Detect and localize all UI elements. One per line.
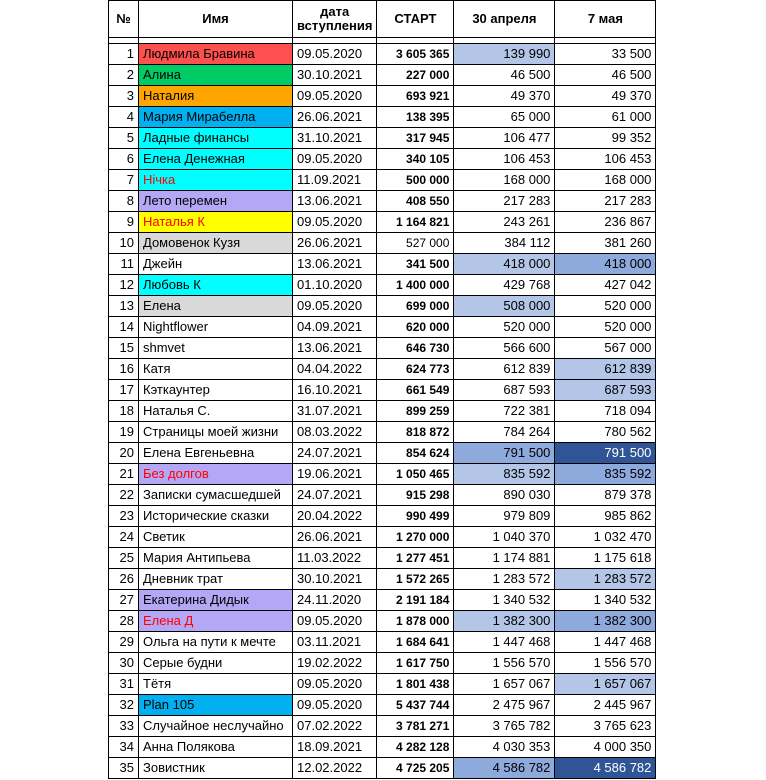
row-start-value: 1 878 000 xyxy=(377,611,454,632)
row-number: 1 xyxy=(109,44,139,65)
row-may7-value: 791 500 xyxy=(555,443,656,464)
row-join-date: 13.06.2021 xyxy=(293,191,377,212)
row-apr30-value: 1 657 067 xyxy=(454,674,555,695)
row-may7-value: 4 586 782 xyxy=(555,758,656,779)
table-row xyxy=(109,590,656,611)
row-join-date: 30.10.2021 xyxy=(293,569,377,590)
row-number: 2 xyxy=(109,65,139,86)
row-name: Елена xyxy=(139,296,293,317)
row-start-value: 1 164 821 xyxy=(377,212,454,233)
row-name: Наталия xyxy=(139,86,293,107)
row-join-date: 08.03.2022 xyxy=(293,422,377,443)
row-apr30-value: 429 768 xyxy=(454,275,555,296)
row-may7-value: 168 000 xyxy=(555,170,656,191)
row-may7-value: 718 094 xyxy=(555,401,656,422)
row-name: Анна Полякова xyxy=(139,737,293,758)
row-join-date: 20.04.2022 xyxy=(293,506,377,527)
row-join-date: 04.04.2022 xyxy=(293,359,377,380)
row-apr30-value: 2 475 967 xyxy=(454,695,555,716)
row-join-date: 31.07.2021 xyxy=(293,401,377,422)
row-number: 34 xyxy=(109,737,139,758)
table-row xyxy=(109,149,656,170)
row-apr30-value: 4 030 353 xyxy=(454,737,555,758)
row-apr30-value: 46 500 xyxy=(454,65,555,86)
row-join-date: 18.09.2021 xyxy=(293,737,377,758)
row-may7-value: 780 562 xyxy=(555,422,656,443)
row-number: 16 xyxy=(109,359,139,380)
row-name: Домовенок Кузя xyxy=(139,233,293,254)
row-join-date: 24.07.2021 xyxy=(293,485,377,506)
table-row xyxy=(109,317,656,338)
row-may7-value: 106 453 xyxy=(555,149,656,170)
row-join-date: 19.06.2021 xyxy=(293,464,377,485)
row-start-value: 2 191 184 xyxy=(377,590,454,611)
row-start-value: 1 277 451 xyxy=(377,548,454,569)
row-may7-value: 418 000 xyxy=(555,254,656,275)
row-start-value: 699 000 xyxy=(377,296,454,317)
row-apr30-value: 168 000 xyxy=(454,170,555,191)
table-body xyxy=(109,44,656,779)
row-apr30-value: 784 264 xyxy=(454,422,555,443)
row-name: Лето перемен xyxy=(139,191,293,212)
row-may7-value: 1 657 067 xyxy=(555,674,656,695)
row-name: Елена Д xyxy=(139,611,293,632)
row-apr30-value: 1 447 468 xyxy=(454,632,555,653)
row-may7-value: 687 593 xyxy=(555,380,656,401)
table-row xyxy=(109,737,656,758)
row-number: 11 xyxy=(109,254,139,275)
row-name: Случайное неслучайно xyxy=(139,716,293,737)
row-may7-value: 835 592 xyxy=(555,464,656,485)
row-may7-value: 3 765 623 xyxy=(555,716,656,737)
row-start-value: 4 725 205 xyxy=(377,758,454,779)
row-number: 8 xyxy=(109,191,139,212)
row-start-value: 646 730 xyxy=(377,338,454,359)
row-start-value: 624 773 xyxy=(377,359,454,380)
header-row xyxy=(109,1,656,38)
row-start-value: 317 945 xyxy=(377,128,454,149)
row-name: Людмила Бравина xyxy=(139,44,293,65)
table-row xyxy=(109,758,656,779)
row-may7-value: 1 447 468 xyxy=(555,632,656,653)
row-start-value: 1 617 750 xyxy=(377,653,454,674)
row-apr30-value: 1 174 881 xyxy=(454,548,555,569)
row-apr30-value: 1 556 570 xyxy=(454,653,555,674)
row-may7-value: 33 500 xyxy=(555,44,656,65)
row-may7-value: 381 260 xyxy=(555,233,656,254)
row-name: Джейн xyxy=(139,254,293,275)
table-row xyxy=(109,128,656,149)
row-may7-value: 217 283 xyxy=(555,191,656,212)
row-name: Зовистник xyxy=(139,758,293,779)
row-apr30-value: 890 030 xyxy=(454,485,555,506)
row-apr30-value: 384 112 xyxy=(454,233,555,254)
row-number: 21 xyxy=(109,464,139,485)
row-name: Кэткаунтер xyxy=(139,380,293,401)
row-start-value: 341 500 xyxy=(377,254,454,275)
row-may7-value: 879 378 xyxy=(555,485,656,506)
row-apr30-value: 3 765 782 xyxy=(454,716,555,737)
row-number: 30 xyxy=(109,653,139,674)
row-number: 32 xyxy=(109,695,139,716)
table-row xyxy=(109,44,656,65)
header-date: дата вступления xyxy=(293,1,377,38)
table-row xyxy=(109,632,656,653)
row-join-date: 16.10.2021 xyxy=(293,380,377,401)
row-apr30-value: 979 809 xyxy=(454,506,555,527)
row-apr30-value: 418 000 xyxy=(454,254,555,275)
row-join-date: 31.10.2021 xyxy=(293,128,377,149)
row-may7-value: 1 283 572 xyxy=(555,569,656,590)
row-start-value: 3 605 365 xyxy=(377,44,454,65)
row-number: 20 xyxy=(109,443,139,464)
table-row xyxy=(109,506,656,527)
row-may7-value: 4 000 350 xyxy=(555,737,656,758)
row-name: Наталья К xyxy=(139,212,293,233)
table-row xyxy=(109,191,656,212)
table-row xyxy=(109,422,656,443)
row-join-date: 09.05.2020 xyxy=(293,695,377,716)
row-join-date: 09.05.2020 xyxy=(293,674,377,695)
row-name: Ольга на пути к мечте xyxy=(139,632,293,653)
row-apr30-value: 243 261 xyxy=(454,212,555,233)
row-name: Елена Евгеньевна xyxy=(139,443,293,464)
row-join-date: 07.02.2022 xyxy=(293,716,377,737)
row-name: Елена Денежная xyxy=(139,149,293,170)
row-number: 28 xyxy=(109,611,139,632)
row-join-date: 13.06.2021 xyxy=(293,254,377,275)
row-apr30-value: 106 477 xyxy=(454,128,555,149)
row-apr30-value: 1 283 572 xyxy=(454,569,555,590)
table-row xyxy=(109,275,656,296)
row-may7-value: 46 500 xyxy=(555,65,656,86)
row-start-value: 5 437 744 xyxy=(377,695,454,716)
row-number: 9 xyxy=(109,212,139,233)
row-name: Без долгов xyxy=(139,464,293,485)
row-name: Мария Антипьева xyxy=(139,548,293,569)
row-join-date: 11.09.2021 xyxy=(293,170,377,191)
row-start-value: 138 395 xyxy=(377,107,454,128)
row-apr30-value: 1 382 300 xyxy=(454,611,555,632)
row-join-date: 13.06.2021 xyxy=(293,338,377,359)
row-may7-value: 520 000 xyxy=(555,317,656,338)
table-row xyxy=(109,653,656,674)
row-number: 14 xyxy=(109,317,139,338)
row-join-date: 24.07.2021 xyxy=(293,443,377,464)
row-join-date: 19.02.2022 xyxy=(293,653,377,674)
row-number: 27 xyxy=(109,590,139,611)
row-start-value: 661 549 xyxy=(377,380,454,401)
row-join-date: 03.11.2021 xyxy=(293,632,377,653)
row-number: 10 xyxy=(109,233,139,254)
table-row xyxy=(109,65,656,86)
table-row xyxy=(109,107,656,128)
row-name: Тётя xyxy=(139,674,293,695)
header-start: СТАРТ xyxy=(377,1,454,38)
row-name: Алина xyxy=(139,65,293,86)
table-row xyxy=(109,569,656,590)
row-name: Любовь К xyxy=(139,275,293,296)
row-apr30-value: 139 990 xyxy=(454,44,555,65)
table-row xyxy=(109,464,656,485)
table-row xyxy=(109,716,656,737)
row-apr30-value: 49 370 xyxy=(454,86,555,107)
row-join-date: 11.03.2022 xyxy=(293,548,377,569)
row-start-value: 1 050 465 xyxy=(377,464,454,485)
table-row xyxy=(109,86,656,107)
row-number: 3 xyxy=(109,86,139,107)
row-name: Записки сумасшедшей xyxy=(139,485,293,506)
row-may7-value: 520 000 xyxy=(555,296,656,317)
row-join-date: 09.05.2020 xyxy=(293,611,377,632)
row-number: 12 xyxy=(109,275,139,296)
row-apr30-value: 65 000 xyxy=(454,107,555,128)
row-apr30-value: 722 381 xyxy=(454,401,555,422)
row-number: 13 xyxy=(109,296,139,317)
row-join-date: 09.05.2020 xyxy=(293,296,377,317)
table-row xyxy=(109,527,656,548)
row-join-date: 04.09.2021 xyxy=(293,317,377,338)
row-name: Ладные финансы xyxy=(139,128,293,149)
row-may7-value: 1 175 618 xyxy=(555,548,656,569)
row-number: 23 xyxy=(109,506,139,527)
row-join-date: 30.10.2021 xyxy=(293,65,377,86)
row-start-value: 818 872 xyxy=(377,422,454,443)
row-apr30-value: 4 586 782 xyxy=(454,758,555,779)
row-join-date: 09.05.2020 xyxy=(293,149,377,170)
row-apr30-value: 835 592 xyxy=(454,464,555,485)
row-start-value: 915 298 xyxy=(377,485,454,506)
row-start-value: 1 684 641 xyxy=(377,632,454,653)
header-apr30: 30 апреля xyxy=(454,1,555,38)
row-number: 17 xyxy=(109,380,139,401)
row-number: 18 xyxy=(109,401,139,422)
row-name: Серые будни xyxy=(139,653,293,674)
row-start-value: 1 400 000 xyxy=(377,275,454,296)
row-name: Nightflower xyxy=(139,317,293,338)
row-start-value: 1 270 000 xyxy=(377,527,454,548)
row-number: 6 xyxy=(109,149,139,170)
header-may7: 7 мая xyxy=(555,1,656,38)
row-number: 19 xyxy=(109,422,139,443)
row-name: Мария Мирабелла xyxy=(139,107,293,128)
row-number: 4 xyxy=(109,107,139,128)
row-join-date: 09.05.2020 xyxy=(293,44,377,65)
table-row xyxy=(109,359,656,380)
row-join-date: 12.02.2022 xyxy=(293,758,377,779)
row-name: Наталья С. xyxy=(139,401,293,422)
row-start-value: 4 282 128 xyxy=(377,737,454,758)
row-apr30-value: 217 283 xyxy=(454,191,555,212)
row-may7-value: 1 340 532 xyxy=(555,590,656,611)
row-start-value: 227 000 xyxy=(377,65,454,86)
table-row xyxy=(109,695,656,716)
row-may7-value: 612 839 xyxy=(555,359,656,380)
row-start-value: 408 550 xyxy=(377,191,454,212)
row-start-value: 500 000 xyxy=(377,170,454,191)
row-apr30-value: 520 000 xyxy=(454,317,555,338)
row-join-date: 26.06.2021 xyxy=(293,107,377,128)
table-row xyxy=(109,401,656,422)
row-number: 25 xyxy=(109,548,139,569)
row-apr30-value: 612 839 xyxy=(454,359,555,380)
row-number: 29 xyxy=(109,632,139,653)
row-start-value: 620 000 xyxy=(377,317,454,338)
row-join-date: 26.06.2021 xyxy=(293,233,377,254)
row-start-value: 527 000 xyxy=(377,233,454,254)
row-apr30-value: 791 500 xyxy=(454,443,555,464)
row-number: 31 xyxy=(109,674,139,695)
row-may7-value: 985 862 xyxy=(555,506,656,527)
row-name: Дневник трат xyxy=(139,569,293,590)
row-start-value: 693 921 xyxy=(377,86,454,107)
row-may7-value: 1 032 470 xyxy=(555,527,656,548)
header-name: Имя xyxy=(139,1,293,38)
row-join-date: 24.11.2020 xyxy=(293,590,377,611)
row-number: 5 xyxy=(109,128,139,149)
row-number: 33 xyxy=(109,716,139,737)
row-may7-value: 99 352 xyxy=(555,128,656,149)
header-num: № xyxy=(109,1,139,38)
row-start-value: 899 259 xyxy=(377,401,454,422)
row-join-date: 09.05.2020 xyxy=(293,86,377,107)
row-name: Катя xyxy=(139,359,293,380)
table-row xyxy=(109,212,656,233)
row-may7-value: 567 000 xyxy=(555,338,656,359)
row-join-date: 01.10.2020 xyxy=(293,275,377,296)
row-name: Екатерина Дидык xyxy=(139,590,293,611)
row-number: 22 xyxy=(109,485,139,506)
row-start-value: 1 801 438 xyxy=(377,674,454,695)
table-row xyxy=(109,485,656,506)
row-apr30-value: 508 000 xyxy=(454,296,555,317)
table-row xyxy=(109,233,656,254)
row-may7-value: 236 867 xyxy=(555,212,656,233)
row-name: Plan 105 xyxy=(139,695,293,716)
row-number: 35 xyxy=(109,758,139,779)
row-start-value: 340 105 xyxy=(377,149,454,170)
row-may7-value: 427 042 xyxy=(555,275,656,296)
row-name: shmvet xyxy=(139,338,293,359)
row-name: Нічка xyxy=(139,170,293,191)
table-row xyxy=(109,170,656,191)
row-number: 26 xyxy=(109,569,139,590)
row-may7-value: 1 382 300 xyxy=(555,611,656,632)
row-join-date: 09.05.2020 xyxy=(293,212,377,233)
table-row xyxy=(109,296,656,317)
row-number: 7 xyxy=(109,170,139,191)
table-row xyxy=(109,380,656,401)
table-row xyxy=(109,254,656,275)
row-start-value: 990 499 xyxy=(377,506,454,527)
row-may7-value: 49 370 xyxy=(555,86,656,107)
table-row xyxy=(109,674,656,695)
table-row xyxy=(109,548,656,569)
row-number: 24 xyxy=(109,527,139,548)
row-name: Страницы моей жизни xyxy=(139,422,293,443)
table-row xyxy=(109,611,656,632)
row-start-value: 854 624 xyxy=(377,443,454,464)
row-apr30-value: 566 600 xyxy=(454,338,555,359)
row-start-value: 1 572 265 xyxy=(377,569,454,590)
row-may7-value: 1 556 570 xyxy=(555,653,656,674)
row-apr30-value: 1 340 532 xyxy=(454,590,555,611)
row-number: 15 xyxy=(109,338,139,359)
row-may7-value: 2 445 967 xyxy=(555,695,656,716)
row-may7-value: 61 000 xyxy=(555,107,656,128)
row-apr30-value: 106 453 xyxy=(454,149,555,170)
row-apr30-value: 687 593 xyxy=(454,380,555,401)
row-name: Исторические сказки xyxy=(139,506,293,527)
table-row xyxy=(109,338,656,359)
row-apr30-value: 1 040 370 xyxy=(454,527,555,548)
row-join-date: 26.06.2021 xyxy=(293,527,377,548)
results-table xyxy=(108,0,656,779)
row-start-value: 3 781 271 xyxy=(377,716,454,737)
table-row xyxy=(109,443,656,464)
row-name: Светик xyxy=(139,527,293,548)
